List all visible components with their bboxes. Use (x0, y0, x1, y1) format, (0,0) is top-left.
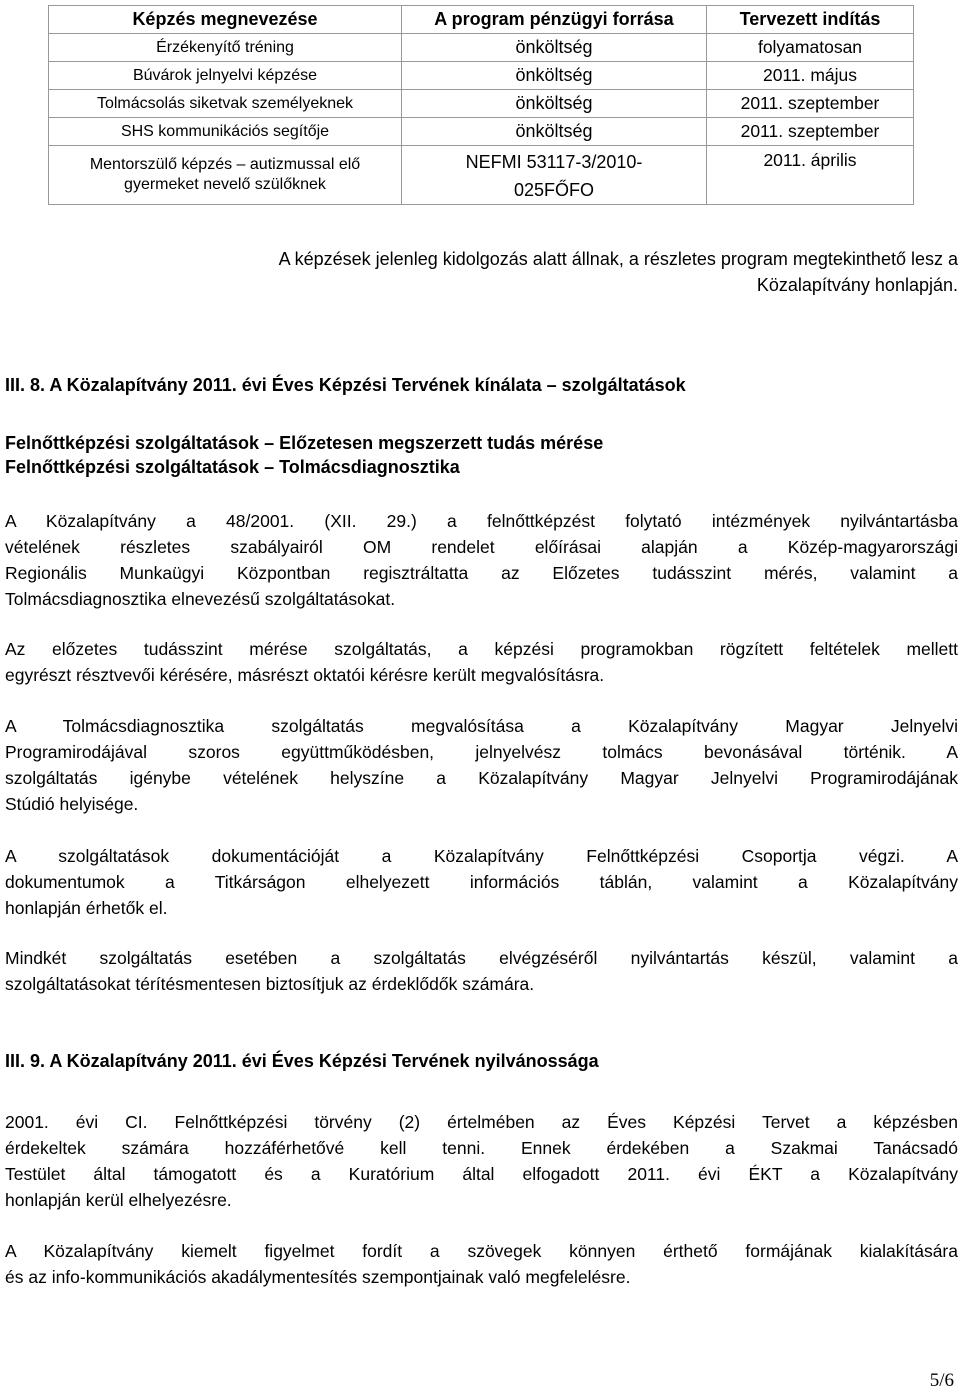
table-row (49, 90, 914, 118)
availability-note (90, 246, 958, 298)
header-funding-source: A program pénzügyi forrása (402, 6, 707, 34)
cell-planned-start: 2011. május (707, 62, 914, 90)
paragraph-line: vételének részletes szabályairól OM rendelet előírásai alapján a Közép-magyarországi (5, 537, 958, 557)
paragraph-prior-knowledge (5, 636, 958, 688)
section-9-heading: III. 9. A Közalapítvány 2011. évi Éves Képzési Tervének nyilvánossága (5, 1051, 599, 1071)
paragraph-line: A Tolmácsdiagnosztika szolgáltatás megvalósítása a Közalapítvány Magyar Jelnyelvi (5, 716, 958, 736)
paragraph-line: szolgáltatás igénybe vételének helyszíne a Közalapítvány Magyar Jelnyelvi Programirodájának (5, 768, 958, 788)
table-row (49, 146, 914, 205)
paragraph-line: honlapján kerül elhelyezésre. (5, 1190, 232, 1210)
section-8-heading: III. 8. A Közalapítvány 2011. évi Éves Képzési Tervének kínálata – szolgáltatások (5, 375, 686, 395)
cell-line: 025FŐFO (513, 180, 595, 200)
paragraph-line: A Közalapítvány a 48/2001. (XII. 29.) a felnőttképzést folytató intézmények nyilvántartásba (5, 511, 958, 531)
paragraph-accessibility (5, 1238, 958, 1290)
paragraph-line: Regionális Munkaügyi Központban regisztráltatta az Előzetes tudásszint mérés, valamint a (5, 563, 958, 583)
section-8-subheading-1: Felnőttképzési szolgáltatások – Előzetesen megszerzett tudás mérése (5, 433, 604, 453)
paragraph-line: Testület által támogatott és a Kuratórium által elfogadott 2011. évi ÉKT a Közalapítvány (5, 1164, 958, 1184)
paragraph-line: Programirodájával szoros együttműködésben, jelnyelvész tolmács bevonásával történik. A (5, 742, 958, 762)
training-plan-table (48, 5, 914, 205)
paragraph-line: A Közalapítvány kiemelt figyelmet fordít a szövegek könnyen érthető formájának kialakítására (5, 1241, 958, 1261)
paragraph-records (5, 945, 958, 997)
table-row (49, 34, 914, 62)
paragraph-line: és az info-kommunikációs akadálymentesítés szempontjainak való megfelelésre. (5, 1267, 631, 1287)
cell-training-name: Tolmácsolás siketvak személyeknek (49, 90, 402, 118)
paragraph-line: Mindkét szolgáltatás esetében a szolgáltatás elvégzéséről nyilvántartás készül, valamint a (5, 948, 958, 968)
paragraph-publicity (5, 1109, 958, 1213)
table-header-row (49, 6, 914, 34)
note-line: Közalapítvány honlapján. (756, 275, 958, 295)
header-planned-start: Tervezett indítás (707, 6, 914, 34)
cell-planned-start: 2011. szeptember (707, 118, 914, 146)
header-training-name: Képzés megnevezése (49, 6, 402, 34)
note-line: A képzések jelenleg kidolgozás alatt állnak, a részletes program megtekinthető lesz a (278, 249, 958, 269)
paragraph-line: érdekeltek számára hozzáférhetővé kell tenni. Ennek érdekében a Szakmai Tanácsadó (5, 1138, 958, 1158)
cell-training-name: Érzékenyítő tréning (49, 34, 402, 62)
table-row (49, 62, 914, 90)
paragraph-documentation (5, 843, 958, 921)
cell-planned-start: 2011. április (707, 146, 914, 205)
cell-funding-source: önköltség (402, 118, 707, 146)
cell-training-name: Búvárok jelnyelvi képzése (49, 62, 402, 90)
cell-funding-source: önköltség (402, 62, 707, 90)
table-row (49, 118, 914, 146)
cell-line: gyermeket nevelő szülőknek (124, 176, 326, 193)
paragraph-line: Az előzetes tudásszint mérése szolgáltatás, a képzési programokban rögzített feltételek mellett (5, 639, 958, 659)
cell-funding-source: önköltség (402, 34, 707, 62)
cell-funding-source (402, 146, 707, 205)
paragraph-line: Tolmácsdiagnosztika elnevezésű szolgáltatásokat. (5, 589, 396, 609)
paragraph-line: honlapján érhetők el. (5, 898, 168, 918)
section-8-subheading-2: Felnőttképzési szolgáltatások – Tolmácsdiagnosztika (5, 457, 460, 477)
paragraph-interpreter-diagnostics (5, 713, 958, 817)
cell-planned-start: folyamatosan (707, 34, 914, 62)
cell-line: Mentorszülő képzés – autizmussal elő (89, 156, 361, 173)
paragraph-line: Stúdió helyisége. (5, 794, 139, 814)
paragraph-line: szolgáltatásokat térítésmentesen biztosítjuk az érdeklődők számára. (5, 974, 535, 994)
cell-training-name (49, 146, 402, 205)
cell-planned-start: 2011. szeptember (707, 90, 914, 118)
paragraph-line: 2001. évi CI. Felnőttképzési törvény (2) értelmében az Éves Képzési Tervet a képzésben (5, 1112, 958, 1132)
paragraph-registration (5, 508, 958, 612)
paragraph-line: egyrészt résztvevői kérésére, másrészt oktatói kérésre került megvalósításra. (5, 665, 605, 685)
paragraph-line: A szolgáltatások dokumentációját a Közalapítvány Felnőttképzési Csoportja végzi. A (5, 846, 958, 866)
cell-funding-source: önköltség (402, 90, 707, 118)
page-number: 5/6 (929, 1370, 954, 1391)
paragraph-line: dokumentumok a Titkárságon elhelyezett információs táblán, valamint a Közalapítvány (5, 872, 958, 892)
cell-line: NEFMI 53117-3/2010- (465, 152, 643, 172)
cell-training-name: SHS kommunikációs segítője (49, 118, 402, 146)
